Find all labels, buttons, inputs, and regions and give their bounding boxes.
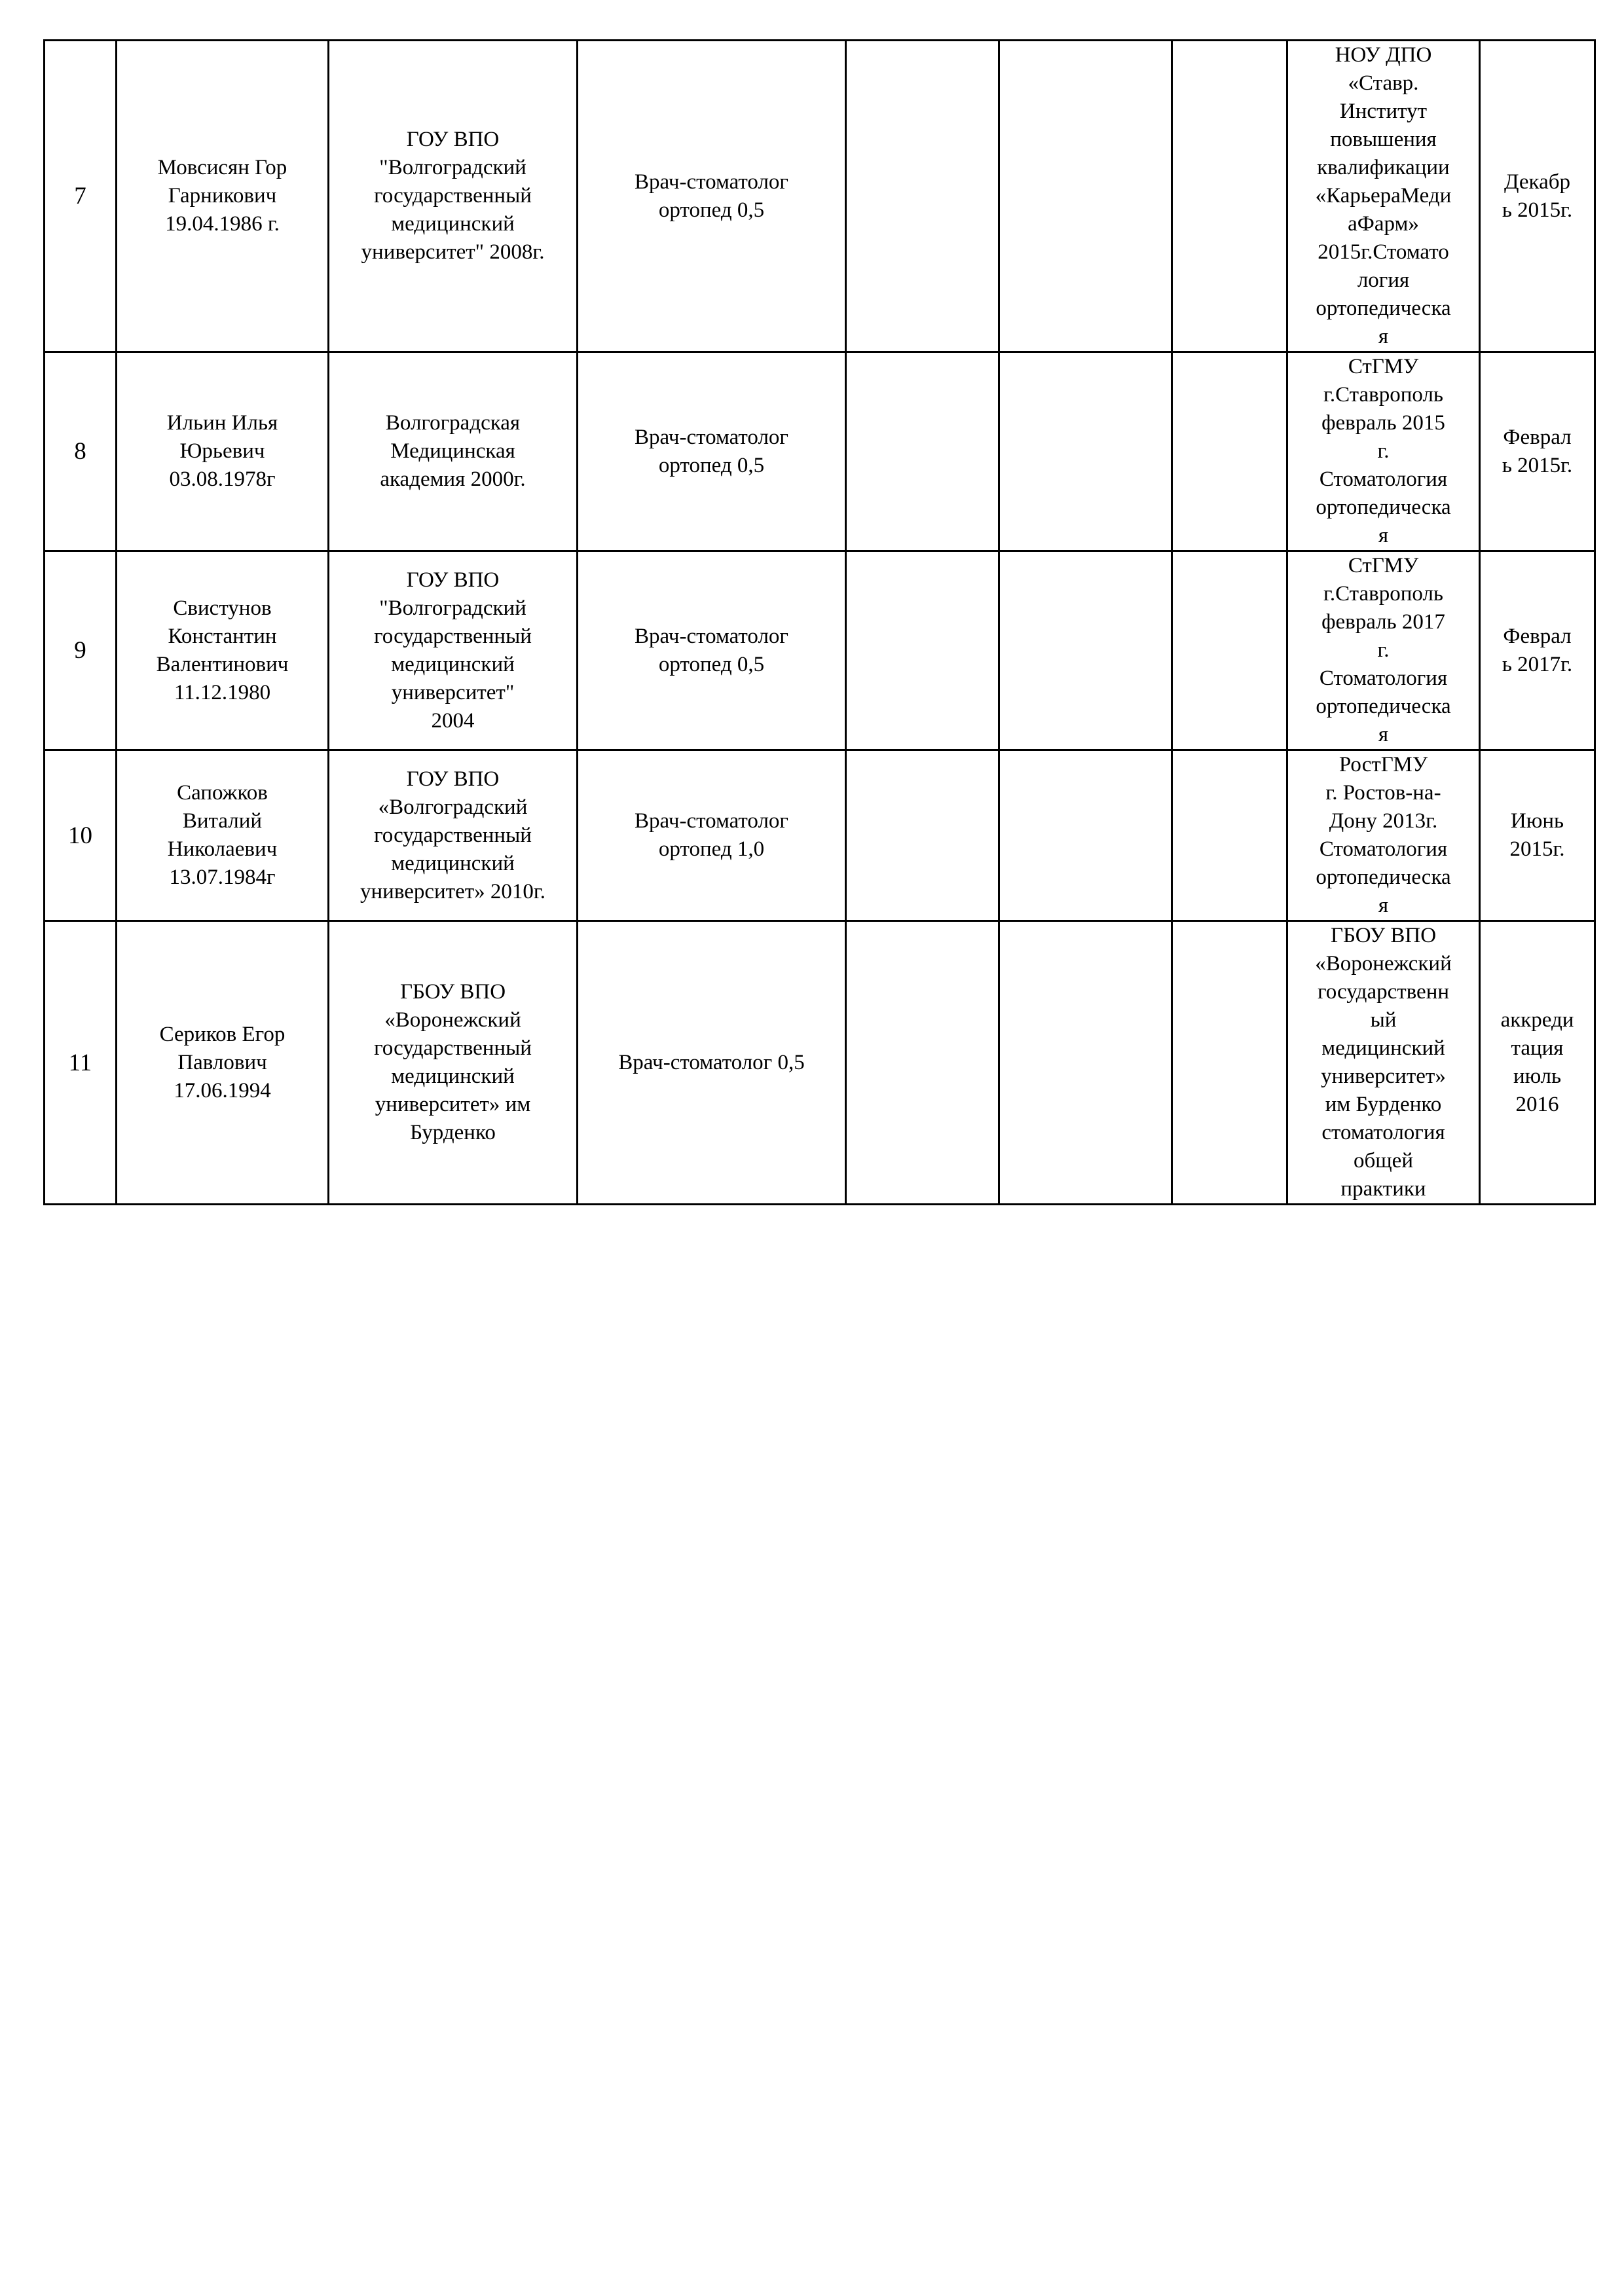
empty-cell (1172, 41, 1287, 352)
education-cell: ГОУ ВПО "Волгоградский государственный медицинский университет" 2004 (329, 551, 578, 750)
qualification-cell: ГБОУ ВПО «Воронежский государственн ый медицинский университет» им Бурденко стоматология общей практики (1287, 921, 1480, 1205)
position-cell: Врач-стоматолог ортопед 0,5 (578, 352, 846, 551)
qualification-cell: СтГМУ г.Ставрополь февраль 2017 г. Стоматология ортопедическа я (1287, 551, 1480, 750)
row-number: 9 (45, 551, 117, 750)
empty-cell (846, 41, 999, 352)
employee-name-cell: Сапожков Виталий Николаевич 13.07.1984г (117, 750, 329, 921)
empty-cell (1172, 352, 1287, 551)
empty-cell (1172, 551, 1287, 750)
position-cell: Врач-стоматолог ортопед 1,0 (578, 750, 846, 921)
empty-cell (846, 750, 999, 921)
qualification-cell: РостГМУ г. Ростов-на- Дону 2013г. Стоматология ортопедическа я (1287, 750, 1480, 921)
education-cell: ГОУ ВПО "Волгоградский государственный медицинский университет" 2008г. (329, 41, 578, 352)
table-row (45, 352, 1595, 551)
certification-date-cell: Феврал ь 2017г. (1480, 551, 1595, 750)
empty-cell (846, 352, 999, 551)
row-number: 7 (45, 41, 117, 352)
empty-cell (846, 551, 999, 750)
education-cell: Волгоградская Медицинская академия 2000г. (329, 352, 578, 551)
certification-date-cell: аккреди тация июль 2016 (1480, 921, 1595, 1205)
row-number: 10 (45, 750, 117, 921)
staff-table (43, 39, 1596, 1205)
table-row (45, 41, 1595, 352)
table-row (45, 551, 1595, 750)
empty-cell (999, 750, 1172, 921)
table-row (45, 750, 1595, 921)
position-cell: Врач-стоматолог ортопед 0,5 (578, 551, 846, 750)
row-number: 8 (45, 352, 117, 551)
employee-name-cell: Свистунов Константин Валентинович 11.12.1980 (117, 551, 329, 750)
table-row (45, 921, 1595, 1205)
employee-name-cell: Сериков Егор Павлович 17.06.1994 (117, 921, 329, 1205)
qualification-cell: НОУ ДПО «Ставр. Институт повышения квалификации «КарьераМеди аФарм» 2015г.Стомато логия ортопедическа я (1287, 41, 1480, 352)
certification-date-cell: Июнь 2015г. (1480, 750, 1595, 921)
empty-cell (846, 921, 999, 1205)
row-number: 11 (45, 921, 117, 1205)
education-cell: ГОУ ВПО «Волгоградский государственный медицинский университет» 2010г. (329, 750, 578, 921)
empty-cell (999, 921, 1172, 1205)
education-cell: ГБОУ ВПО «Воронежский государственный медицинский университет» им Бурденко (329, 921, 578, 1205)
position-cell: Врач-стоматолог 0,5 (578, 921, 846, 1205)
empty-cell (999, 41, 1172, 352)
employee-name-cell: Мовсисян Гор Гарникович 19.04.1986 г. (117, 41, 329, 352)
empty-cell (999, 551, 1172, 750)
certification-date-cell: Феврал ь 2015г. (1480, 352, 1595, 551)
empty-cell (1172, 750, 1287, 921)
employee-name-cell: Ильин Илья Юрьевич 03.08.1978г (117, 352, 329, 551)
empty-cell (999, 352, 1172, 551)
qualification-cell: СтГМУ г.Ставрополь февраль 2015 г. Стоматология ортопедическа я (1287, 352, 1480, 551)
position-cell: Врач-стоматолог ортопед 0,5 (578, 41, 846, 352)
empty-cell (1172, 921, 1287, 1205)
certification-date-cell: Декабр ь 2015г. (1480, 41, 1595, 352)
